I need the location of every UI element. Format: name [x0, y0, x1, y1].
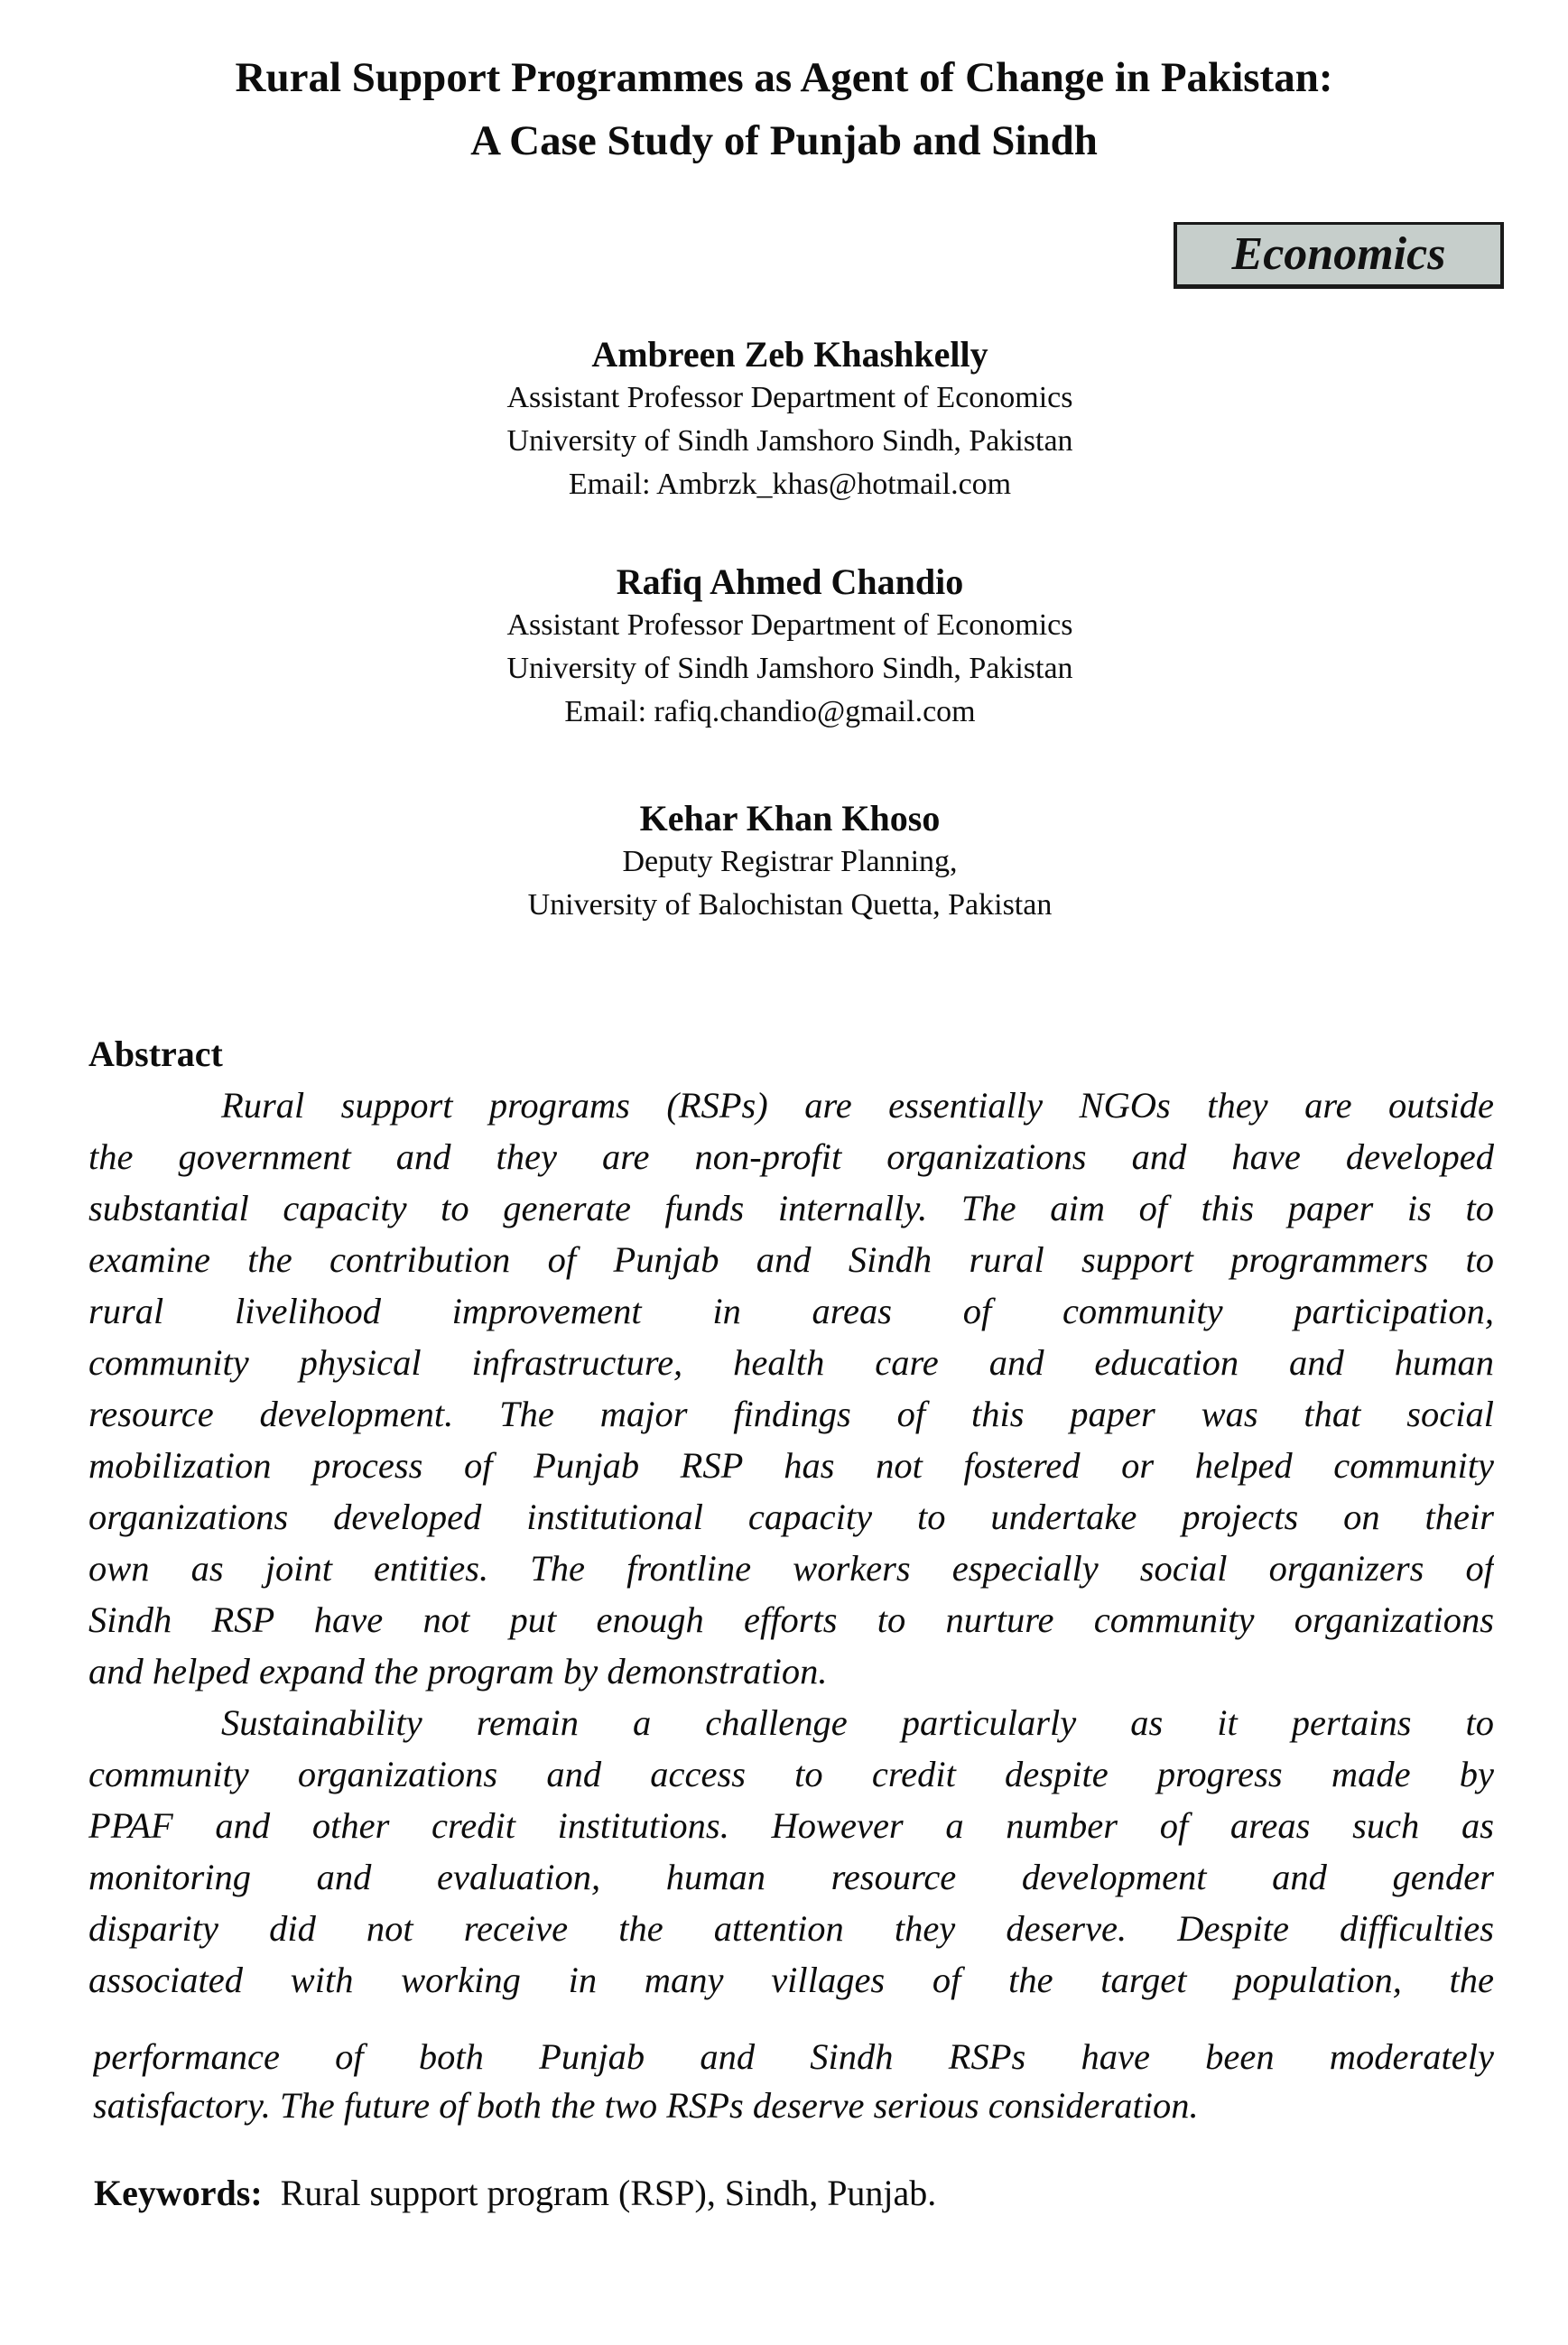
abstract-paragraph	[88, 1080, 1494, 1697]
paper-title-line-1: Rural Support Programmes as Agent of Change in Pakistan:	[235, 54, 1333, 101]
abstract-paragraph	[88, 1697, 1494, 2006]
abstract-line: rural livelihood improvement in areas of community participation,	[88, 1291, 1494, 1331]
subject-tag-label: Economics	[1231, 228, 1446, 280]
abstract-line: Rural support programs (RSPs) are essentially NGOs they are outside	[221, 1085, 1494, 1126]
abstract-line: own as joint entities. The frontline workers especially social organizers of	[88, 1548, 1494, 1589]
abstract-line: Sustainability remain a challenge particularly as it pertains to	[221, 1702, 1494, 1743]
abstract-line: resource development. The major findings of this paper was that social	[88, 1394, 1494, 1434]
abstract-line: disparity did not receive the attention they deserve. Despite difficulties	[88, 1908, 1494, 1949]
author-name: Rafiq Ahmed Chandio	[616, 561, 964, 602]
abstract-line: examine the contribution of Punjab and Sindh rural support programmers to	[88, 1239, 1494, 1280]
author-email: Email: Ambrzk_khas@hotmail.com	[568, 468, 1012, 501]
subject-tag-box	[1174, 222, 1504, 289]
author-institution: University of Sindh Jamshoro Sindh, Pakistan	[506, 424, 1073, 458]
keywords-value: Rural support program (RSP), Sindh, Punjab.	[280, 2173, 937, 2213]
abstract-line: the government and they are non-profit organizations and have developed	[88, 1136, 1494, 1177]
abstract-paragraph	[93, 2033, 1494, 2130]
author-position: Assistant Professor Department of Economics	[506, 608, 1073, 642]
author-block	[0, 333, 1568, 506]
author-name: Ambreen Zeb Khashkelly	[591, 334, 988, 375]
abstract-line: community organizations and access to credit despite progress made by	[88, 1754, 1494, 1794]
abstract-line: community physical infrastructure, health care and education and human	[88, 1342, 1494, 1383]
author-email-row	[0, 691, 1568, 734]
abstract-line: monitoring and evaluation, human resource development and gender	[88, 1857, 1494, 1897]
author-institution: University of Balochistan Quetta, Pakistan	[527, 888, 1053, 922]
abstract-line: performance of both Punjab and Sindh RSPs have been moderately	[93, 2036, 1494, 2077]
abstract-heading: Abstract	[88, 1033, 223, 1074]
author-position: Assistant Professor Department of Economics	[506, 381, 1073, 414]
author-position: Deputy Registrar Planning,	[622, 845, 958, 878]
author-block	[0, 797, 1568, 927]
abstract-line: substantial capacity to generate funds internally. The aim of this paper is to	[88, 1188, 1494, 1228]
author-block	[0, 561, 1568, 734]
keywords-label: Keywords:	[94, 2173, 263, 2213]
abstract-line: Sindh RSP have not put enough efforts to nurture community organizations	[88, 1599, 1494, 1640]
author-institution: University of Sindh Jamshoro Sindh, Pakistan	[506, 652, 1073, 685]
paper-title-line-2: A Case Study of Punjab and Sindh	[470, 117, 1098, 164]
abstract-line: mobilization process of Punjab RSP has not fostered or helped community	[88, 1445, 1494, 1486]
abstract-line: satisfactory. The future of both the two RSPs deserve serious consideration.	[93, 2085, 1199, 2126]
abstract-line: organizations developed institutional capacity to undertake projects on their	[88, 1497, 1494, 1537]
author-email: Email: rafiq.chandio@gmail.com	[564, 695, 976, 728]
keywords-row	[94, 2168, 936, 2219]
abstract-line: PPAF and other credit institutions. However a number of areas such as	[88, 1805, 1494, 1846]
abstract-line: associated with working in many villages of the target population, the	[88, 1960, 1494, 2000]
author-name: Kehar Khan Khoso	[639, 798, 941, 839]
abstract-line: and helped expand the program by demonstration.	[88, 1651, 828, 1692]
